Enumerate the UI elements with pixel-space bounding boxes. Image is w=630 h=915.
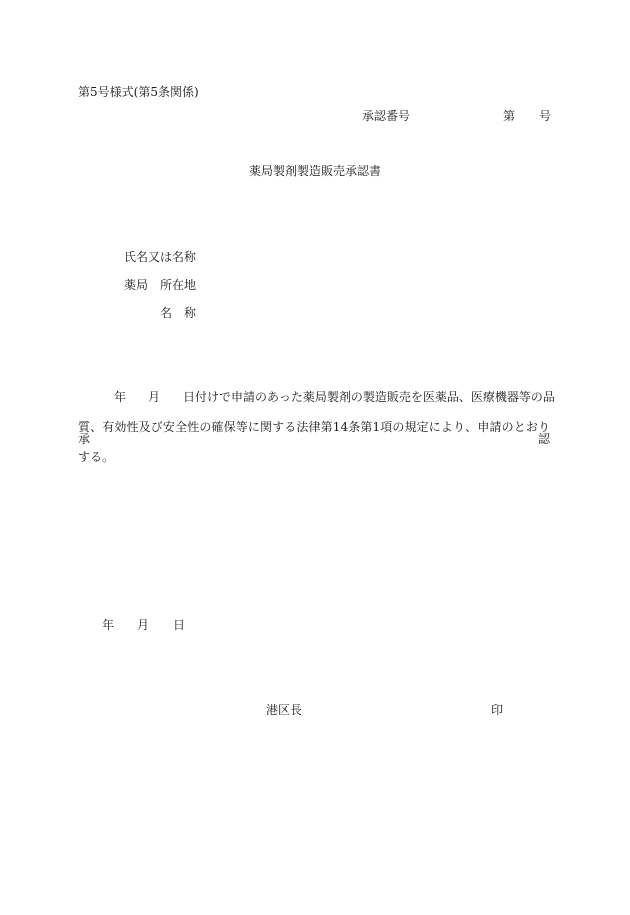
statement-line-1-text: 日付けで申請のあった薬局製剤の製造販売を医薬品、医療機器等の品 — [183, 390, 555, 404]
pharmacy-label: 薬局 — [124, 278, 149, 292]
pharmacy-location-label: 所在地 — [160, 278, 197, 292]
statement-line-1 — [78, 390, 555, 404]
statement-month-label: 月 — [148, 390, 161, 404]
form-number: 第5号様式(第5条関係) — [78, 85, 199, 99]
applicant-name-label: 氏名又は名称 — [124, 250, 197, 264]
statement-line-3: する。 — [78, 450, 115, 464]
document-title: 薬局製剤製造販売承認書 — [249, 164, 382, 178]
approval-statement — [78, 390, 555, 481]
approval-number-prefix: 第 — [503, 109, 516, 123]
seal-mark: 印 — [491, 703, 504, 717]
pharmacy-name-label: 名 称 — [160, 306, 197, 320]
statement-line-2: 質、有効性及び安全性の確保等に関する法律第14条第1項の規定により、申請のとおり承認 — [78, 420, 550, 446]
approval-number-label: 承認番号 — [362, 109, 411, 123]
date-year-label: 年 — [102, 618, 115, 632]
statement-year-label: 年 — [114, 390, 127, 404]
signer-title: 港区長 — [266, 703, 303, 717]
approval-number-suffix: 号 — [539, 109, 552, 123]
date-day-label: 日 — [173, 618, 186, 632]
date-month-label: 月 — [137, 618, 150, 632]
